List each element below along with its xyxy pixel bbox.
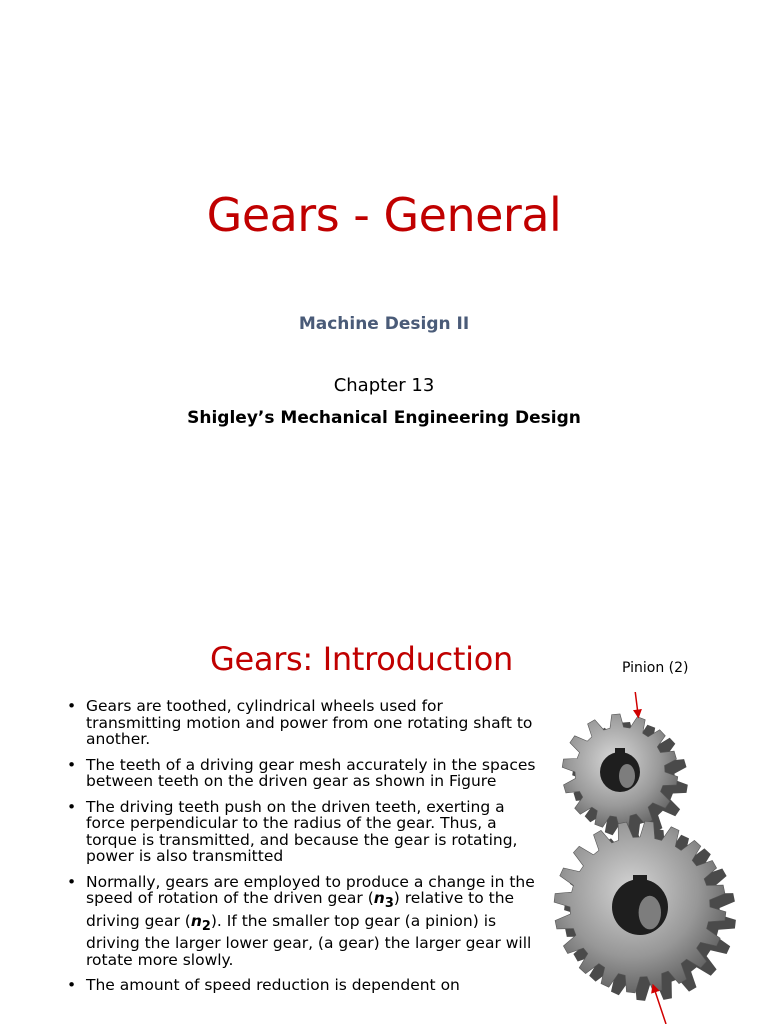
speed-symbol: n xyxy=(190,911,202,930)
bullet-text: ). If the smaller top gear (a pinion) is driving the larger lower gear, (a gear) the larger gear will rotate more slowly. xyxy=(86,911,532,969)
pinion-pointer-arrow xyxy=(634,692,638,714)
gear-shaft-highlight xyxy=(639,896,661,930)
driven-gear xyxy=(554,821,736,1001)
slide-divider xyxy=(0,562,768,578)
bullet-text: Normally, gears are employed to produce a change in the speed of rotation of the driven gear ( xyxy=(86,872,535,907)
introduction-slide xyxy=(0,580,768,1024)
speed-subscript: 3 xyxy=(384,896,394,912)
course-subtitle: Machine Design II xyxy=(298,314,470,334)
bullet-list xyxy=(62,698,542,1003)
pinion-gear xyxy=(562,714,688,838)
bullet-item xyxy=(62,874,542,969)
gear-pair-figure xyxy=(540,692,768,1024)
bullet-item: • Gears are toothed, cylindrical wheels used for transmitting motion and power from one rotating shaft to another. xyxy=(62,698,542,748)
bullet-item: • The teeth of a driving gear mesh accurately in the spaces between teeth on the driven gear as shown in Figure xyxy=(62,757,542,790)
speed-subscript: 2 xyxy=(201,918,211,934)
speed-symbol: n xyxy=(373,889,385,907)
gear-shaft-highlight xyxy=(619,764,635,788)
chapter-label: Chapter 13 xyxy=(333,375,435,396)
bullet-item: • The driving teeth push on the driven teeth, exerting a force perpendicular to the radius of the gear. Thus, a torque is transmitted, and because the gear is rotating, power is also transmitted xyxy=(62,799,542,865)
slide-title: Gears: Introduction xyxy=(210,640,513,678)
gear-keyway xyxy=(615,748,625,756)
pinion-label: Pinion (2) xyxy=(622,660,689,676)
gear-keyway xyxy=(633,875,647,883)
bullet-item: • The amount of speed reduction is dependent on xyxy=(62,977,542,994)
slide-title: Gears - General xyxy=(206,188,562,242)
book-title: Shigley’s Mechanical Engineering Design xyxy=(187,408,581,428)
bullet-text: ) relative to the driving gear ( xyxy=(86,889,515,930)
